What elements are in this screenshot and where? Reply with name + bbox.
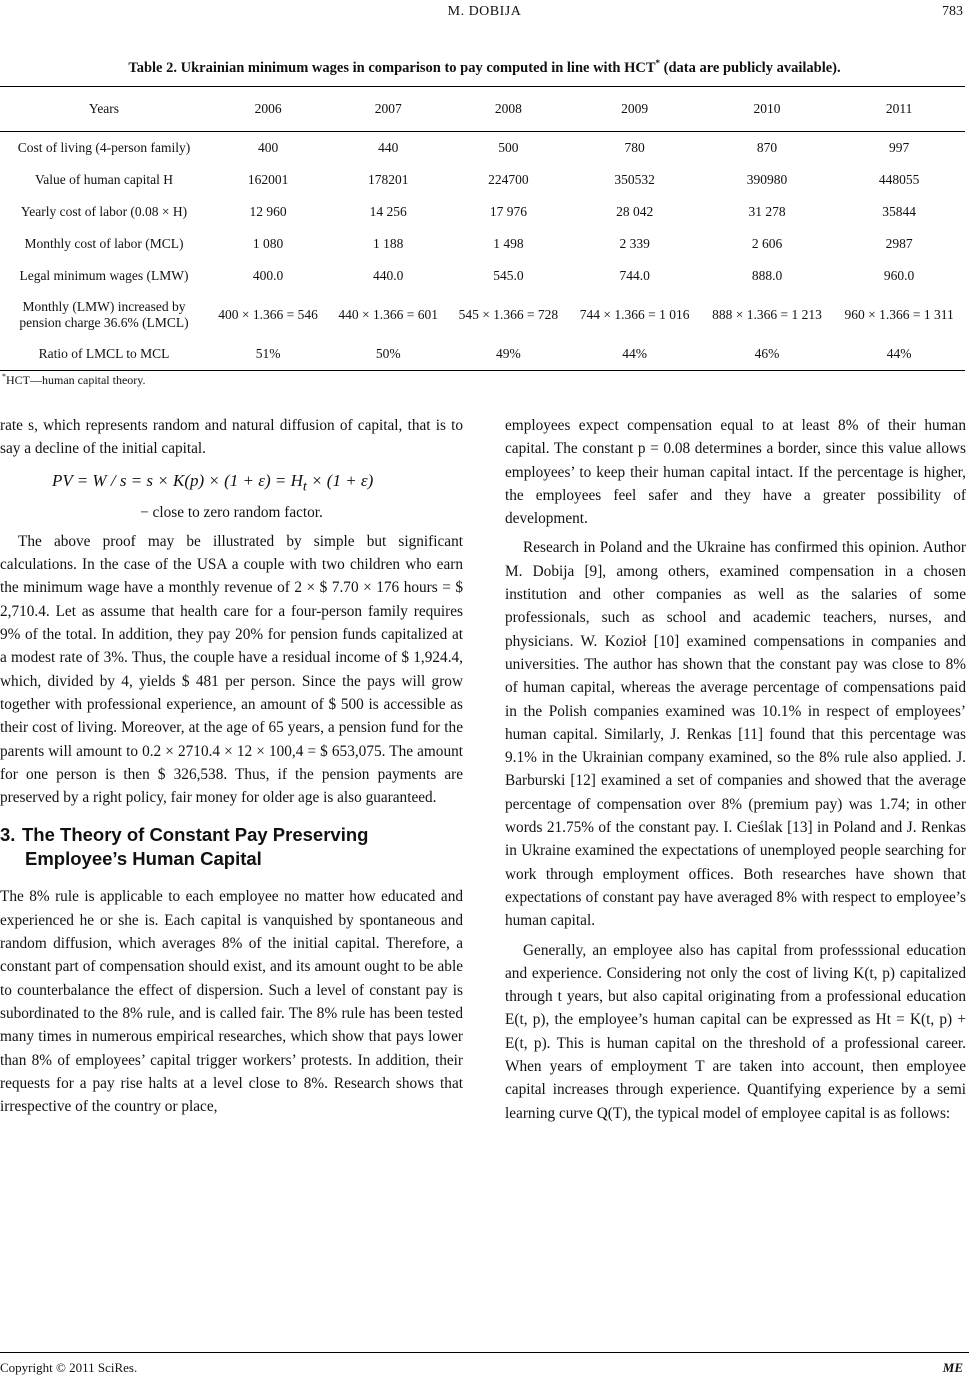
equation: PV = $W / s = s \times K(p) \times (1 + \varepsilon) = H_t \times (1 + \varepsilon)$ (52, 470, 374, 494)
value-cell: 49% (448, 338, 568, 371)
header-cell: 2011 (833, 87, 965, 132)
value-cell: 440 × 1.366 = 601 (338, 307, 439, 322)
header-cell: 2007 (328, 87, 448, 132)
value-cell: 2 606 (751, 236, 783, 251)
value-cell: 545 × 1.366 = 728 (458, 307, 559, 322)
row-label-cell: Legal minimum wages (LMW) (19, 268, 189, 283)
value-cell: 400 (257, 140, 279, 155)
table-row (0, 196, 965, 228)
journal-abbrev: ME (942, 1360, 963, 1375)
page-number: 783 (942, 4, 963, 19)
value-cell: 744.0 (619, 268, 650, 283)
value-cell: 1 080 (252, 236, 284, 251)
paragraph: The 8% rule is applicable to each employee no matter how educated and experienced he or she is. Each capital is vanquished by spontaneous and random diffusion, which averages 8% of the initial capital. Therefore, a constant part of compensation should exist, and its amount ought to be able to counterbalance the effect of dispersion. Such a level of constant pay is subordinated to the 8% rule, and is called fair. The 8% rule has been tested many times in numerous empirical researches, which show that pays lower than 8% of employees’ capital trigger workers’ protests. In addition, their requests for a pay rise halts at a level close to 8%. Research shows that irrespective of the country or place, (0, 888, 463, 1116)
value-cell: 390980 (746, 172, 788, 187)
table-row (0, 338, 965, 371)
value-cell: 350532 (614, 172, 655, 187)
value-cell: 12 960 (249, 204, 287, 219)
value-cell: 28 042 (616, 204, 654, 219)
value-cell: 178201 (367, 172, 409, 187)
value-cell: 44% (833, 338, 965, 371)
value-cell: 1 498 (493, 236, 524, 251)
value-cell: 224700 (488, 172, 529, 187)
value-cell: 51% (208, 338, 328, 371)
equation-note: − close to zero random factor. (140, 503, 323, 521)
value-cell: 31 278 (748, 204, 786, 219)
value-cell: 448055 (878, 172, 920, 187)
value-cell: 888 × 1.366 = 1 213 (712, 307, 822, 322)
table-footnote: *HCT—human capital theory. (2, 372, 146, 387)
value-cell: 400.0 (252, 268, 284, 283)
value-cell: 744 × 1.366 = 1 016 (579, 307, 690, 322)
table-row (0, 132, 965, 165)
header-cell: 2010 (701, 87, 833, 132)
section-heading: 3. The Theory of Constant Pay Preserving Employee’s Human Capital (0, 824, 369, 870)
row-label-cell: Monthly cost of labor (MCL) (24, 236, 184, 251)
value-cell: 2 339 (619, 236, 650, 251)
value-cell: 440 (378, 140, 399, 155)
value-cell: 870 (756, 140, 778, 155)
table-row (0, 228, 965, 260)
value-cell: 960.0 (883, 268, 915, 283)
value-cell: 50% (328, 338, 448, 371)
table-header-row (0, 87, 965, 132)
value-cell: 162001 (247, 172, 289, 187)
value-cell: 35844 (882, 204, 916, 219)
header-cell: 2009 (568, 87, 700, 132)
right-column (505, 414, 966, 1125)
value-cell: 440.0 (373, 268, 404, 283)
copyright: Copyright © 2011 SciRes. (0, 1360, 138, 1375)
paragraph: rate s, which represents random and natural diffusion of capital, that is to say a decline of the initial capital. (0, 417, 463, 458)
value-cell: 780 (624, 140, 645, 155)
row-label-cell: Monthly (LMW) increased by pension charge 36.6% (LMCL) (19, 299, 189, 330)
row-label-cell: Ratio of LMCL to MCL (0, 338, 208, 371)
wages-table (0, 86, 965, 371)
paragraph: Generally, an employee also has capital from professsional education and experience. Considering not only the cost of living K(t, p) capitalized through t years, but also capital originating from a professional education E(t, p), the employee’s human capital can be expressed as Ht = K(t, p) + E(t, p). This is human capital on the threshold of a professional career. When years of employment T are taken into account, then employee capital increases through experience. Quantifying experience by a semi learning curve Q(T), the typical model of employee capital is as follows: (505, 941, 966, 1122)
row-label-cell: Yearly cost of labor (0.08 × H) (20, 204, 188, 219)
value-cell: 997 (888, 140, 910, 155)
running-header-author: M. DOBIJA (447, 4, 522, 19)
table-row (0, 292, 965, 338)
paragraph: employees expect compensation equal to at least 8% of their human capital. The constant p = 0.08 determines a border, since this value allows employees’ to keep their human capital intact. If the percentage is higher, the employees feel safer and they have a greater possibility of development. (505, 417, 966, 528)
value-cell: 400 × 1.366 = 546 (218, 307, 318, 322)
header-cell: 2008 (448, 87, 568, 132)
table-row (0, 164, 965, 196)
header-cell: 2006 (208, 87, 328, 132)
value-cell: 888.0 (751, 268, 783, 283)
value-cell: 545.0 (493, 268, 524, 283)
value-cell: 2987 (885, 236, 913, 251)
left-column (0, 414, 463, 1118)
value-cell: 1 188 (373, 236, 404, 251)
value-cell: 17 976 (489, 204, 527, 219)
value-cell: 500 (498, 140, 519, 155)
paragraph: The above proof may be illustrated by simple but significant calculations. In the case of the USA a couple with two children who earn the minimum wage have a monthly revenue of 2 × $ 7.70 × 176 hours = $ 2,710.4. Let as assume that health care for a four-person family requires 9% of the total. In addition, they pay 20% for pension funds capitalized at a modest rate of 3%. Thus, the couple have a residual income of $ 1,924.4, which, divided by 4, yields $ 481 per person. Since the pays will grow together with professional experience, an amount of $ 500 is accessible as their cost of living. Moreover, at the age of 65 years, a pension fund for the parents will amount to 0.2 × 2710.4 × 12 × 100,4 = $ 653,075. The amount for one person is then $ 326,538. Thus, if the pension payments are preserved by a right policy, fair money for older age is also guaranteed. (0, 532, 463, 807)
paragraph: Research in Poland and the Ukraine has confirmed this opinion. Author M. Dobija [9], among others, examined compensation in a chosen institution and other companies as well as the salaries of some professionals, such as school and academic teachers, nurses, and physicians. W. Kozioł [10] examined compensations in companies and universities. The author has shown that the constant pay was close to 8% of human capital, whereas the average percentage of compensations paid in the Polish companies examined was 10.1% in respect of employees’ human capital. Similarly, J. Renkas [11] found that this percentage was 9.1% in the Ukrainian company examined, so the 8% rule also applied. J. Barburski [12] examined a set of companies and showed that the average percentage of compensation over 8% (premium pay) was 1.74; in other words 21.75% of the constant pay. I. Cieślak [13] in Poland and J. Renkas in Ukraine examined the expectations of unemployed people searching for work through employment offices. Both researches have shown that expectations of constant pay have averaged 8% with respect to employee’s human capital. (505, 539, 966, 930)
table-caption: Table 2. Ukrainian minimum wages in comparison to pay computed in line with HCT* (data are publicly available). (128, 58, 841, 76)
row-label-cell: Cost of living (4-person family) (17, 140, 191, 155)
table-row (0, 260, 965, 292)
value-cell: 44% (568, 338, 700, 371)
value-cell: 960 × 1.366 = 1 311 (844, 307, 954, 322)
value-cell: 46% (701, 338, 833, 371)
footer-rule (0, 1352, 969, 1353)
header-cell: Years (0, 87, 208, 132)
row-label-cell: Value of human capital H (35, 172, 173, 187)
value-cell: 14 256 (369, 204, 407, 219)
